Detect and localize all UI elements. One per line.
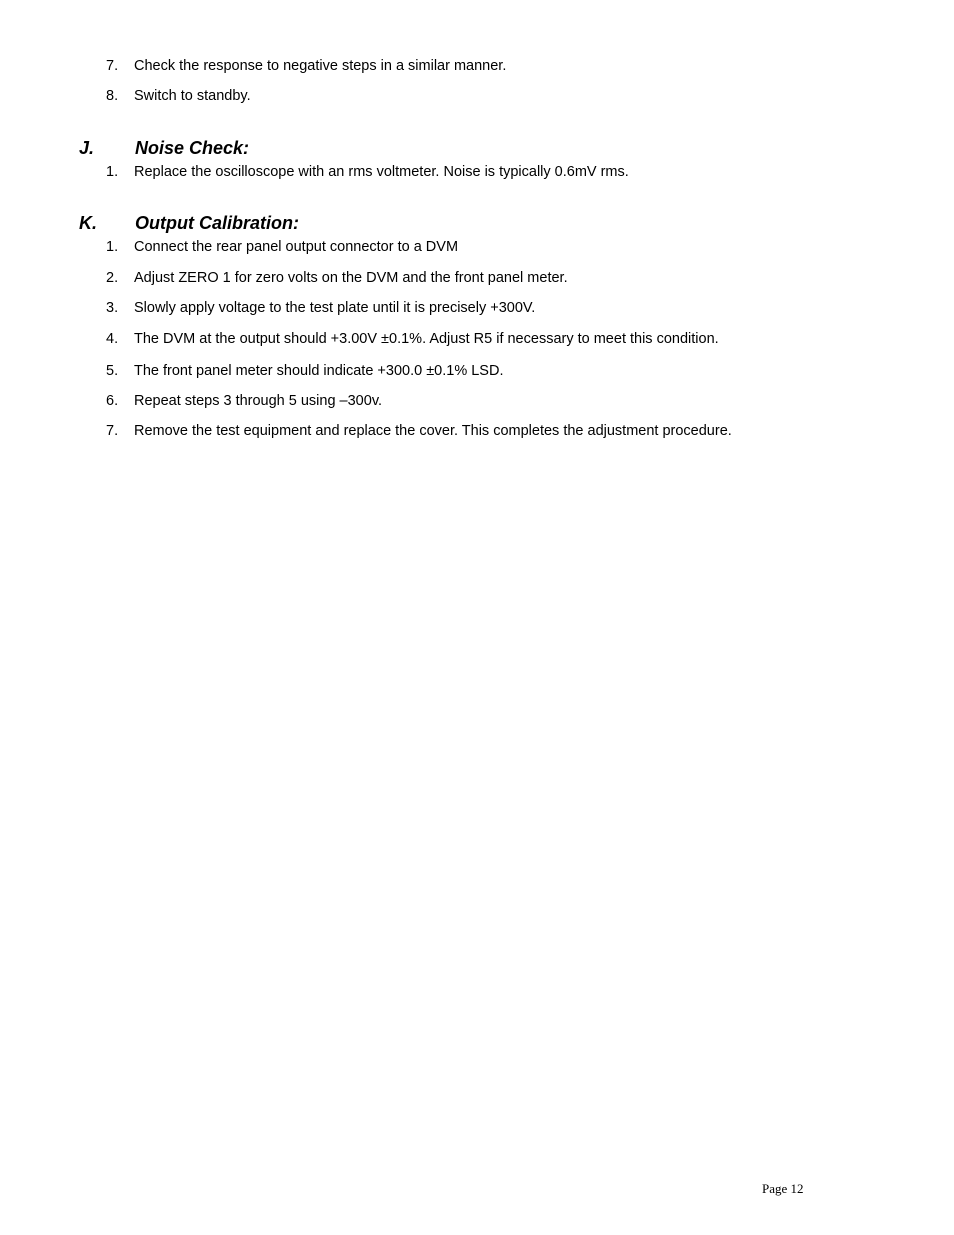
list-item-number: 7. (106, 58, 119, 74)
list-item-number: 5. (106, 363, 119, 379)
list-item-text: Repeat steps 3 through 5 using –300v. (134, 393, 383, 409)
list-item-text: The DVM at the output should +3.00V ±0.1%. Adjust R5 if necessary to meet this condition. (134, 331, 719, 347)
list-item-text: Replace the oscilloscope with an rms voltmeter. Noise is typically 0.6mV rms. (134, 164, 629, 180)
list-item-number: 4. (106, 331, 119, 347)
list-item-text: Connect the rear panel output connector to a DVM (134, 239, 459, 255)
section-letter: J. (79, 138, 95, 158)
list-item-number: 6. (106, 393, 119, 409)
section-title: Output Calibration: (135, 213, 299, 233)
list-item-text: The front panel meter should indicate +300.0 ±0.1% LSD. (134, 363, 504, 379)
list-item-text: Remove the test equipment and replace the cover. This completes the adjustment procedure. (134, 423, 732, 439)
list-item-number: 8. (106, 88, 119, 104)
list-item-text: Adjust ZERO 1 for zero volts on the DVM and the front panel meter. (134, 270, 568, 286)
list-item-text: Slowly apply voltage to the test plate until it is precisely +300V. (134, 300, 536, 316)
section-title: Noise Check: (135, 138, 250, 158)
page-number: Page 12 (762, 1181, 804, 1196)
list-item-number: 2. (106, 270, 119, 286)
list-item-number: 3. (106, 300, 119, 316)
list-item-number: 1. (106, 164, 119, 180)
list-item-text: Switch to standby. (134, 88, 251, 104)
list-item-text: Check the response to negative steps in a similar manner. (134, 58, 507, 74)
list-item-number: 7. (106, 423, 119, 439)
section-letter: K. (79, 213, 97, 233)
list-item-number: 1. (106, 239, 119, 255)
